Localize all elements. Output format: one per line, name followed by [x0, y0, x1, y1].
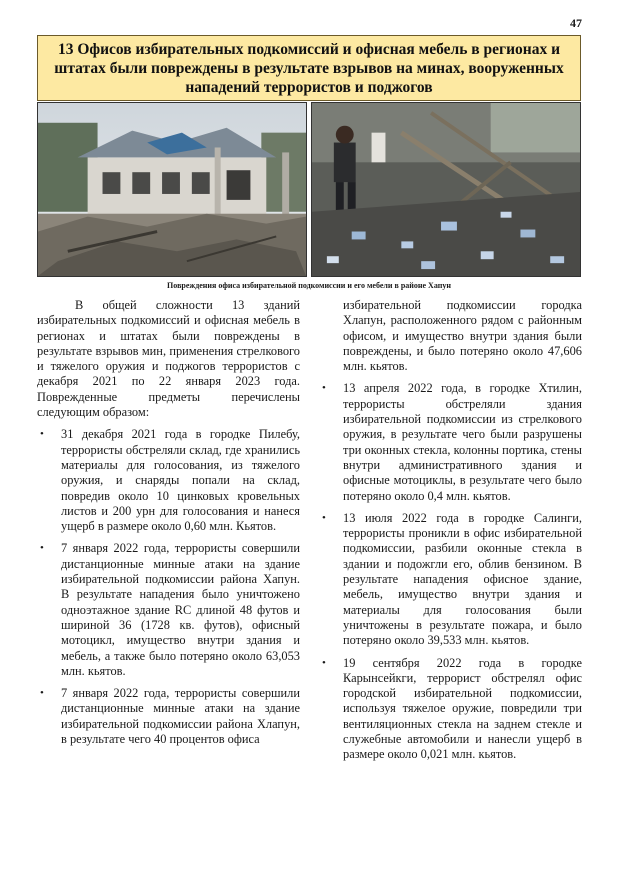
incident-text: 13 апреля 2022 года, в городке Хтилин, террористы обстреляли здания избирательной подкомиссии из стрелкового оружия, в результате чего были разрушены три оконных стекла, колонны портика, стены внутри административного здания и офисные мотоциклы, в результате чего было потеряно около 0,4 млн. кьятов. — [343, 381, 582, 503]
incident-text: 7 января 2022 года, террористы совершили дистанционные минные атаки на здание избирательной подкомиссии района Хлапун, в результате чего 40 процентов офиса — [61, 686, 300, 747]
left-column — [37, 298, 300, 754]
bullet: • — [322, 511, 326, 524]
incident-list-left — [37, 427, 300, 747]
damaged-office-interior-photo — [311, 102, 581, 277]
incident-text: 19 сентября 2022 года в городке Карынсейкги, террорист обстрелял офис городской избирательной подкомиссии, используя тяжелое оружие, повредили три вентиляционных стекла на заднем стекле и служебные автомобили и нанесли ущерб в размере около 0,021 млн. кьятов. — [343, 655, 582, 762]
intro-paragraph: В общей сложности 13 зданий избирательных подкомиссий и офисная мебель в регионах и штатах были повреждены в результате взрывов мин, применения стрелкового и тяжелого оружия и поджогов террористов с декабря 2021 по 22 января 2023 года. Поврежденные предметы перечислены следующим образом: — [37, 298, 300, 420]
page-title: 13 Офисов избирательных подкомиссий и офисная мебель в регионах и штатах были повреждены в результате взрывов на минах, вооруженных нападений террористов и поджогов — [54, 40, 564, 96]
bullet: • — [40, 687, 44, 700]
list-item — [319, 656, 582, 763]
list-item — [319, 511, 582, 649]
right-column — [319, 298, 582, 770]
title-box — [37, 35, 581, 101]
bullet: • — [322, 656, 326, 669]
incident-list-right — [319, 381, 582, 762]
photo-caption: Повреждения офиса избирательной подкомиссии и его мебели в районе Хапун — [167, 281, 451, 290]
damaged-office-building-photo — [37, 102, 307, 277]
list-item — [37, 686, 300, 747]
incident-text: 7 января 2022 года, террористы совершили дистанционные минные атаки на здание избирательной подкомиссии района Хапун. В результате нападения было уничтожено одноэтажное здание RC длиной 48 футов и шириной 36 (1728 кв. футов), офисный мотоцикл, имущество внутри здания и мебель, а также было потеряно около 63,053 млн. кьятов. — [61, 541, 300, 678]
bullet: • — [40, 542, 44, 555]
list-item — [319, 381, 582, 503]
incident-text: 31 декабря 2021 года в городке Пилебу, террористы обстреляли склад, где хранились материалы для голосования, из тяжелого оружия, и снаряды попали на склад, повредив около 10 цинковых кровельных листов и 200 урн для голосования и нанеся ущерб в размере около 0,60 млн. Кьятов. — [61, 427, 300, 534]
list-item — [37, 541, 300, 679]
incident-text: 13 июля 2022 года в городке Салинги, террористы проникли в офис избирательной подкомиссии, разбили оконные стекла в здании и подожгли его, облив бензином. В результате нападения офисное здание, мебель, имущество внутри здания и материалы для голосования были уничтожены в результате пожара, и было потеряно около 39,533 млн. кьятов. — [343, 510, 582, 648]
list-item — [37, 427, 300, 534]
bullet: • — [40, 428, 44, 441]
continued-item-text: избирательной подкомиссии городка Хлапун, расположенного рядом с районным офисом, и имущество внутри здания были повреждены, и было потеряно около 47,606 млн. кьятов. — [343, 298, 582, 374]
bullet: • — [322, 382, 326, 395]
page-number: 47 — [570, 16, 582, 30]
